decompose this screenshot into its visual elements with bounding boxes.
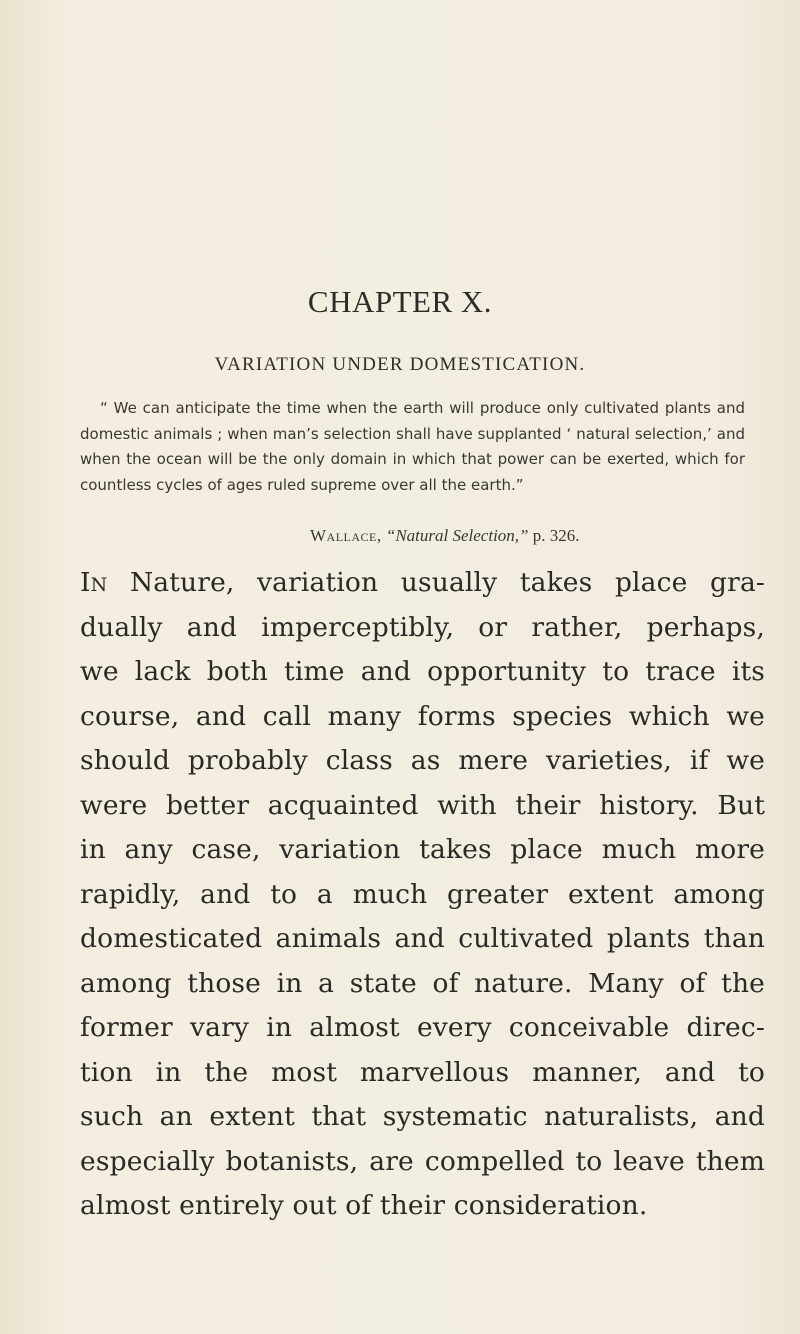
body-line: should probably class as mere varieties, if we — [80, 745, 765, 776]
body-line: former vary in almost every conceivable direc- — [80, 1012, 765, 1043]
body-line: course, and call many forms species which we — [80, 700, 765, 732]
attribution-page: p. 326. — [532, 526, 580, 545]
opening-word: In — [80, 567, 108, 598]
body-line: we lack both time and opportunity to trace its — [80, 656, 765, 687]
attribution-work: “Natural Selection,” — [385, 526, 529, 545]
epigraph-attribution — [310, 524, 580, 548]
attribution-author: Wallace, — [310, 526, 382, 545]
body-line: especially botanists, are compelled to leave them — [80, 1145, 765, 1177]
body-line: were better acquainted with their history. But — [80, 789, 765, 821]
chapter-heading: CHAPTER X. — [307, 284, 493, 319]
body-line-text: Nature, variation usually takes place gra- — [107, 567, 765, 598]
epigraph-quote: “ We can anticipate the time when the earth will produce only cultivated plants and domestic animals ; when man’s selection shall have supplanted ‘ natural selection,’ and when the ocean will be the only domain in which that power can be exerted, which for countless cycles of ages ruled supreme over all the earth.” — [80, 399, 745, 494]
body-line: domesticated animals and cultivated plants than — [80, 923, 765, 954]
body-line: rapidly, and to a much greater extent among — [80, 878, 765, 910]
body-line: among those in a state of nature. Many of the — [80, 967, 765, 999]
body-line: in any case, variation takes place much more — [80, 834, 765, 865]
body-line: almost entirely out of their consideration. — [80, 1190, 648, 1221]
body-line: dually and imperceptibly, or rather, perhaps, — [80, 611, 765, 643]
chapter-subtitle: VARIATION UNDER DOMESTICATION. — [214, 354, 586, 375]
body-line: such an extent that systematic naturalists, and — [80, 1101, 765, 1132]
body-paragraph — [80, 561, 765, 1229]
body-line: tion in the most marvellous manner, and to — [80, 1056, 765, 1088]
body-line — [80, 561, 765, 606]
